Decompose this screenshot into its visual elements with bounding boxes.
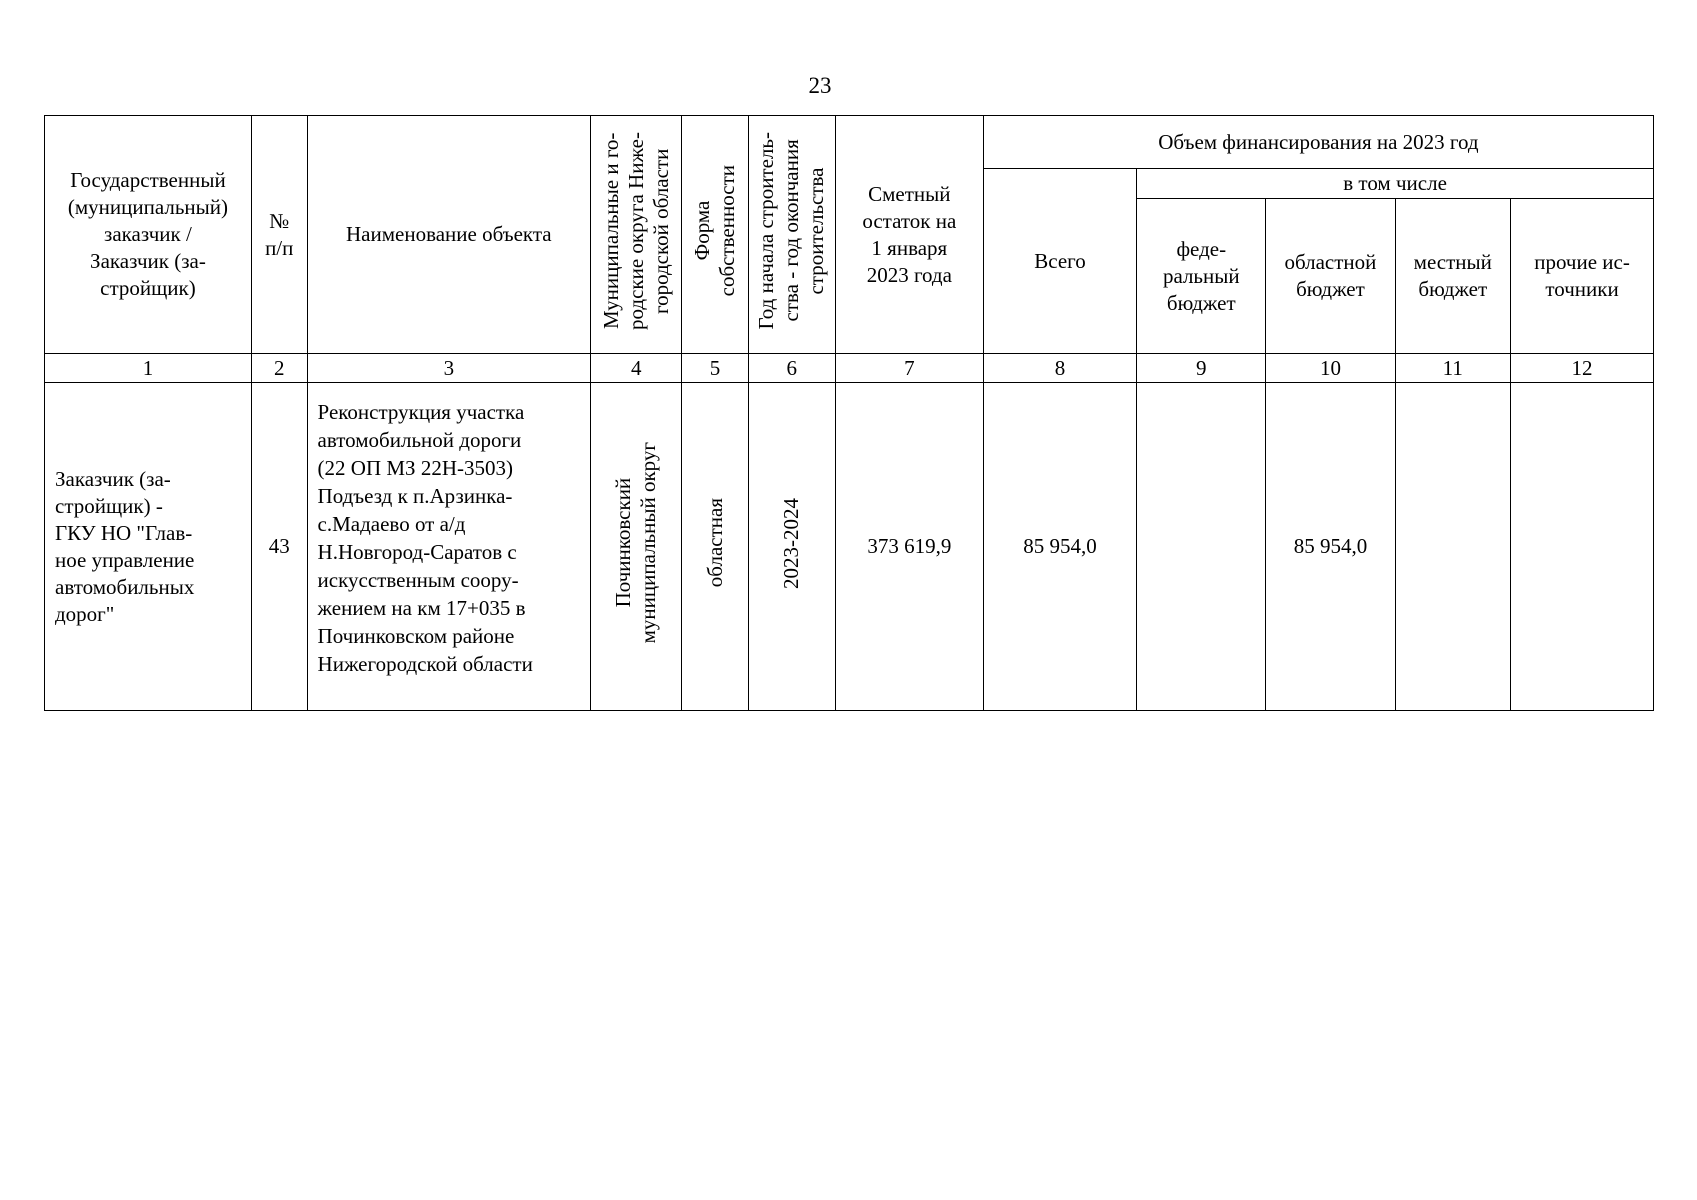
header-row-number: № п/п: [251, 116, 307, 354]
column-number: 1: [45, 354, 252, 383]
header-local: местный бюджет: [1395, 199, 1511, 354]
cell-ownership-cell: [682, 383, 748, 711]
header-federal: феде- ральный бюджет: [1137, 199, 1266, 354]
header-financing-group: Объем финансирования на 2023 год: [983, 116, 1653, 169]
column-number: 11: [1395, 354, 1511, 383]
header-years: Год начала строитель- ства - год окончания строительства: [754, 132, 829, 330]
header-object-name: Наименование объекта: [307, 116, 591, 354]
column-number: 9: [1137, 354, 1266, 383]
header-estimate: Сметный остаток на 1 января 2023 года: [835, 116, 983, 354]
header-years-cell: [748, 116, 835, 354]
cell-customer: Заказчик (за- стройщик) - ГКУ НО "Глав- ное управление автомобильных дорог": [45, 383, 252, 711]
column-number: 3: [307, 354, 591, 383]
column-number: 7: [835, 354, 983, 383]
header-total: Всего: [983, 169, 1136, 354]
cell-regional: 85 954,0: [1266, 383, 1395, 711]
budget-table: [44, 115, 1654, 711]
column-number: 8: [983, 354, 1136, 383]
header-ownership-cell: [682, 116, 748, 354]
cell-row-number: 43: [251, 383, 307, 711]
cell-total: 85 954,0: [983, 383, 1136, 711]
cell-object-name: Реконструкция участка автомобильной дороги (22 ОП МЗ 22Н-3503) Подъезд к п.Арзинка- с.Мадаево от а/д Н.Новгород-Саратов с искусственным соору- жением на км 17+035 в Починковском районе Нижегородской области: [307, 383, 591, 711]
header-customer: Государственный (муниципальный) заказчик / Заказчик (за- стройщик): [45, 116, 252, 354]
cell-district-cell: [591, 383, 682, 711]
header-other: прочие ис- точники: [1511, 199, 1654, 354]
column-number: 12: [1511, 354, 1654, 383]
page-number: 23: [808, 73, 832, 98]
column-number: 6: [748, 354, 835, 383]
cell-other: [1511, 383, 1654, 711]
column-number: 4: [591, 354, 682, 383]
cell-district: Починковский муниципальный округ: [611, 442, 661, 644]
header-regional: областной бюджет: [1266, 199, 1395, 354]
column-number: 5: [682, 354, 748, 383]
column-number: 10: [1266, 354, 1395, 383]
header-district: Муниципальные и го- родские округа Ниже- городской области: [598, 132, 673, 330]
cell-federal: [1137, 383, 1266, 711]
header-including: в том числе: [1137, 169, 1654, 199]
cell-years-cell: [748, 383, 835, 711]
cell-ownership: областная: [702, 498, 727, 588]
cell-local: [1395, 383, 1511, 711]
column-number-row: [45, 354, 1654, 383]
column-number: 2: [251, 354, 307, 383]
header-ownership: Форма собственности: [690, 165, 740, 297]
header-row-1: [45, 116, 1654, 169]
header-district-cell: [591, 116, 682, 354]
cell-years: 2023-2024: [779, 497, 804, 589]
table-row: [45, 383, 1654, 711]
cell-estimate: 373 619,9: [835, 383, 983, 711]
